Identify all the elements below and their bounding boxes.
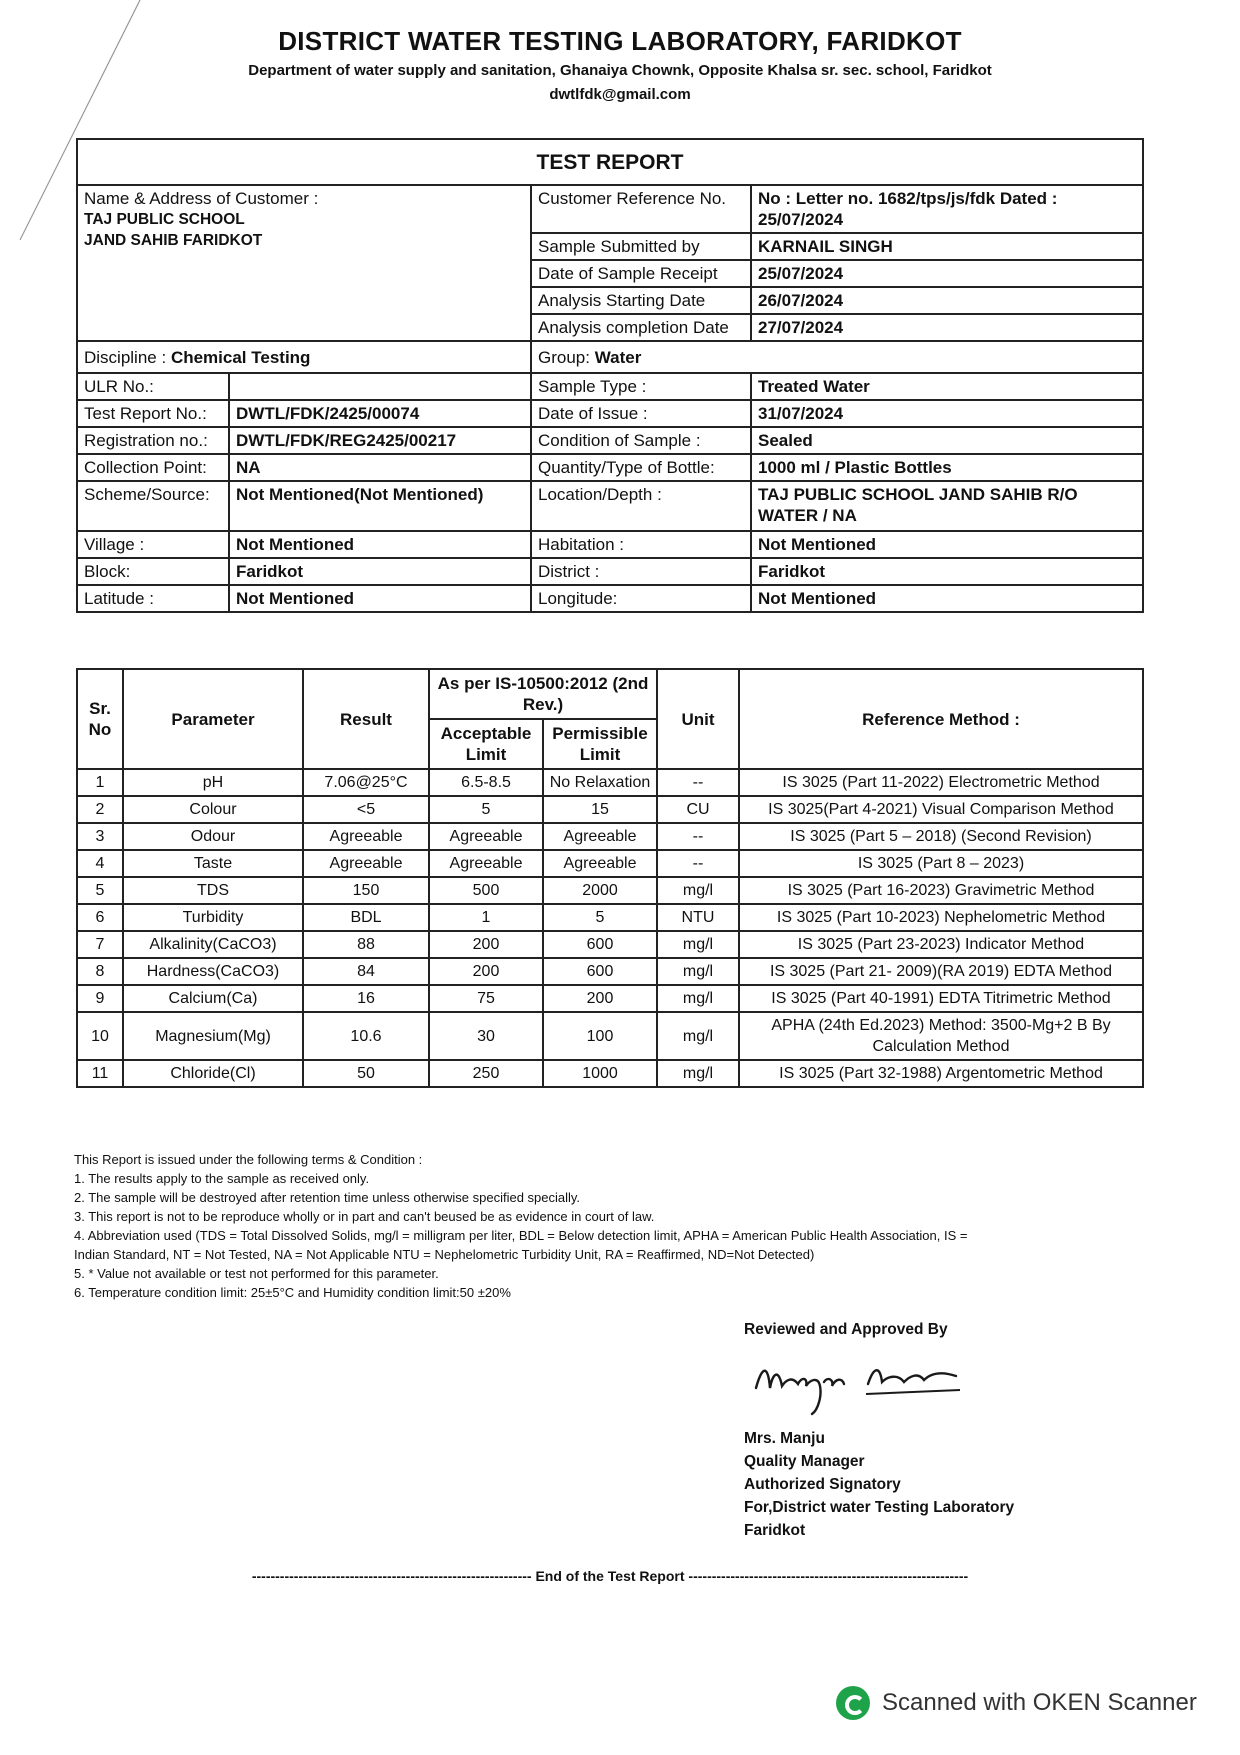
customer-ref-label: Customer Reference No.: [531, 185, 751, 233]
end-dashes-left: ------------------------------------------------------------: [251, 1568, 532, 1584]
param-acceptable: 5: [429, 796, 543, 823]
param-unit: --: [657, 823, 739, 850]
param-acceptable: 6.5-8.5: [429, 769, 543, 796]
param-parameter: Magnesium(Mg): [123, 1012, 303, 1060]
param-sr: 10: [77, 1012, 123, 1060]
param-method: IS 3025(Part 4-2021) Visual Comparison Method: [739, 796, 1143, 823]
note-line: This Report is issued under the following terms & Condition :: [74, 1152, 423, 1167]
parameter-rows: [77, 769, 1143, 1087]
scheme-label: Scheme/Source:: [77, 481, 229, 531]
param-unit: mg/l: [657, 958, 739, 985]
param-permissible: No Relaxation: [543, 769, 657, 796]
note-line: 6. Temperature condition limit: 25±5°C and Humidity condition limit:50 ±20%: [74, 1285, 511, 1300]
customer-ref-value: No : Letter no. 1682/tps/js/fdk Dated : 25/07/2024: [751, 185, 1143, 233]
param-unit: --: [657, 769, 739, 796]
signatory-org: For,District water Testing Laboratory: [744, 1499, 1015, 1516]
registration-label: Registration no.:: [77, 427, 229, 454]
quantity-label: Quantity/Type of Bottle:: [531, 454, 751, 481]
param-acceptable: 250: [429, 1060, 543, 1087]
ulr-label: ULR No.:: [77, 373, 229, 400]
param-result: 84: [303, 958, 429, 985]
col-standard: As per IS-10500:2012 (2nd Rev.): [429, 669, 657, 719]
completion-date-label: Analysis completion Date: [531, 314, 751, 341]
param-unit: mg/l: [657, 985, 739, 1012]
param-result: BDL: [303, 904, 429, 931]
discipline-value: Chemical Testing: [170, 347, 311, 367]
param-result: Agreeable: [303, 823, 429, 850]
col-reference-method: Reference Method :: [739, 669, 1143, 769]
param-acceptable: 75: [429, 985, 543, 1012]
parameter-row: [77, 796, 1143, 823]
param-parameter: Taste: [123, 850, 303, 877]
param-permissible: 1000: [543, 1060, 657, 1087]
param-parameter: Alkalinity(CaCO3): [123, 931, 303, 958]
collection-point-label: Collection Point:: [77, 454, 229, 481]
param-permissible: 200: [543, 985, 657, 1012]
param-result: Agreeable: [303, 850, 429, 877]
department-address: Department of water supply and sanitation, Ghanaiya Chownk, Opposite Khalsa sr. sec. school, Faridkot: [248, 62, 992, 79]
param-parameter: Turbidity: [123, 904, 303, 931]
col-acceptable-limit: Acceptable Limit: [429, 719, 543, 769]
param-unit: --: [657, 850, 739, 877]
customer-cell: [77, 185, 531, 341]
parameter-row: [77, 1060, 1143, 1087]
param-parameter: Colour: [123, 796, 303, 823]
param-parameter: Odour: [123, 823, 303, 850]
param-permissible: 600: [543, 931, 657, 958]
parameter-row: [77, 1012, 1143, 1060]
param-sr: 9: [77, 985, 123, 1012]
param-method: IS 3025 (Part 11-2022) Electrometric Method: [739, 769, 1143, 796]
signatory-role: Quality Manager: [744, 1453, 865, 1470]
oken-scanner-logo-icon: [836, 1686, 870, 1720]
terms-notes: [74, 1150, 1134, 1302]
parameter-row: [77, 985, 1143, 1012]
habitation-label: Habitation :: [531, 531, 751, 558]
param-sr: 7: [77, 931, 123, 958]
longitude-label: Longitude:: [531, 585, 751, 612]
note-line: 3. This report is not to be reproduce wholly or in part and can't beused be as evidence in court of law.: [74, 1209, 655, 1224]
scanner-watermark: [836, 1686, 1197, 1720]
param-permissible: Agreeable: [543, 850, 657, 877]
param-method: IS 3025 (Part 32-1988) Argentometric Method: [739, 1060, 1143, 1087]
param-sr: 6: [77, 904, 123, 931]
param-parameter: Chloride(Cl): [123, 1060, 303, 1087]
date-of-issue-label: Date of Issue :: [531, 400, 751, 427]
latitude-label: Latitude :: [77, 585, 229, 612]
param-method: IS 3025 (Part 8 – 2023): [739, 850, 1143, 877]
param-parameter: pH: [123, 769, 303, 796]
param-acceptable: 200: [429, 931, 543, 958]
param-acceptable: 200: [429, 958, 543, 985]
condition-value: Sealed: [751, 427, 1143, 454]
scanner-text: Scanned with OKEN Scanner: [882, 1689, 1197, 1716]
note-line: 2. The sample will be destroyed after retention time unless otherwise specified specially.: [74, 1190, 581, 1205]
param-result: 150: [303, 877, 429, 904]
note-line: 1. The results apply to the sample as received only.: [74, 1171, 370, 1186]
param-acceptable: 30: [429, 1012, 543, 1060]
parameter-row: [77, 877, 1143, 904]
param-sr: 2: [77, 796, 123, 823]
district-label: District :: [531, 558, 751, 585]
param-sr: 3: [77, 823, 123, 850]
sample-type-value: Treated Water: [751, 373, 1143, 400]
collection-point-value: NA: [229, 454, 531, 481]
handwritten-signature: [748, 1336, 988, 1426]
start-date-value: 26/07/2024: [751, 287, 1143, 314]
receipt-date-label: Date of Sample Receipt: [531, 260, 751, 287]
longitude-value: Not Mentioned: [751, 585, 1143, 612]
village-value: Not Mentioned: [229, 531, 531, 558]
latitude-value: Not Mentioned: [229, 585, 531, 612]
start-date-label: Analysis Starting Date: [531, 287, 751, 314]
param-method: IS 3025 (Part 16-2023) Gravimetric Method: [739, 877, 1143, 904]
test-report-no-value: DWTL/FDK/2425/00074: [229, 400, 531, 427]
date-of-issue-value: 31/07/2024: [751, 400, 1143, 427]
parameter-row: [77, 931, 1143, 958]
param-permissible: 600: [543, 958, 657, 985]
condition-label: Condition of Sample :: [531, 427, 751, 454]
receipt-date-value: 25/07/2024: [751, 260, 1143, 287]
sample-type-label: Sample Type :: [531, 373, 751, 400]
param-method: IS 3025 (Part 23-2023) Indicator Method: [739, 931, 1143, 958]
param-result: 16: [303, 985, 429, 1012]
parameter-row: [77, 958, 1143, 985]
discipline-cell: [77, 341, 531, 373]
note-line: 5. * Value not available or test not performed for this parameter.: [74, 1266, 439, 1281]
report-details-table: [76, 138, 1144, 613]
submitted-by-value: KARNAIL SINGH: [751, 233, 1143, 260]
customer-name: TAJ PUBLIC SCHOOL: [84, 211, 245, 228]
param-sr: 11: [77, 1060, 123, 1087]
param-unit: CU: [657, 796, 739, 823]
param-result: 50: [303, 1060, 429, 1087]
scheme-value: Not Mentioned(Not Mentioned): [229, 481, 531, 531]
param-unit: mg/l: [657, 1060, 739, 1087]
reviewed-label: Reviewed and Approved By: [744, 1321, 948, 1338]
col-permissible-limit: Permissible Limit: [543, 719, 657, 769]
habitation-value: Not Mentioned: [751, 531, 1143, 558]
note-line: Indian Standard, NT = Not Tested, NA = Not Applicable NTU = Nephelometric Turbidity Unit, RA = Reaffirmed, ND=Not Detected): [74, 1247, 815, 1262]
end-text: End of the Test Report: [535, 1568, 685, 1584]
param-permissible: 5: [543, 904, 657, 931]
param-permissible: 2000: [543, 877, 657, 904]
ulr-value: [229, 373, 531, 400]
param-unit: mg/l: [657, 877, 739, 904]
param-parameter: Hardness(CaCO3): [123, 958, 303, 985]
group-cell: [531, 341, 1143, 373]
registration-value: DWTL/FDK/REG2425/00217: [229, 427, 531, 454]
param-acceptable: 500: [429, 877, 543, 904]
param-method: IS 3025 (Part 21- 2009)(RA 2019) EDTA Method: [739, 958, 1143, 985]
signatory-city: Faridkot: [744, 1522, 806, 1539]
group-value: Water: [594, 347, 642, 367]
district-value: Faridkot: [751, 558, 1143, 585]
param-parameter: Calcium(Ca): [123, 985, 303, 1012]
village-label: Village :: [77, 531, 229, 558]
quantity-value: 1000 ml / Plastic Bottles: [751, 454, 1143, 481]
param-method: IS 3025 (Part 40-1991) EDTA Titrimetric Method: [739, 985, 1143, 1012]
param-sr: 8: [77, 958, 123, 985]
param-method: IS 3025 (Part 5 – 2018) (Second Revision): [739, 823, 1143, 850]
end-of-report: [200, 1568, 1020, 1584]
param-acceptable: Agreeable: [429, 850, 543, 877]
param-sr: 1: [77, 769, 123, 796]
signatory-name: Mrs. Manju: [744, 1430, 825, 1447]
signatory-authority: Authorized Signatory: [744, 1476, 901, 1493]
parameter-row: [77, 769, 1143, 796]
block-label: Block:: [77, 558, 229, 585]
parameter-row: [77, 850, 1143, 877]
param-result: 7.06@25°C: [303, 769, 429, 796]
group-label: Group:: [538, 347, 590, 367]
location-value: TAJ PUBLIC SCHOOL JAND SAHIB R/O WATER / NA: [751, 481, 1143, 531]
param-permissible: 100: [543, 1012, 657, 1060]
end-dashes-right: ------------------------------------------------------------: [688, 1568, 969, 1584]
col-result: Result: [303, 669, 429, 769]
param-result: 10.6: [303, 1012, 429, 1060]
param-method: IS 3025 (Part 10-2023) Nephelometric Method: [739, 904, 1143, 931]
location-label: Location/Depth :: [531, 481, 751, 531]
col-sr-no: Sr. No: [77, 669, 123, 769]
discipline-label: Discipline :: [84, 347, 167, 367]
param-result: <5: [303, 796, 429, 823]
submitted-by-label: Sample Submitted by: [531, 233, 751, 260]
param-sr: 4: [77, 850, 123, 877]
parameter-row: [77, 823, 1143, 850]
param-parameter: TDS: [123, 877, 303, 904]
customer-address: JAND SAHIB FARIDKOT: [84, 232, 263, 249]
param-unit: mg/l: [657, 1012, 739, 1060]
param-acceptable: 1: [429, 904, 543, 931]
parameter-row: [77, 904, 1143, 931]
param-permissible: 15: [543, 796, 657, 823]
col-unit: Unit: [657, 669, 739, 769]
param-permissible: Agreeable: [543, 823, 657, 850]
param-unit: NTU: [657, 904, 739, 931]
param-method: APHA (24th Ed.2023) Method: 3500-Mg+2 B By Calculation Method: [739, 1012, 1143, 1060]
test-report-heading: TEST REPORT: [77, 139, 1143, 185]
param-acceptable: Agreeable: [429, 823, 543, 850]
note-line: 4. Abbreviation used (TDS = Total Dissolved Solids, mg/l = milligram per liter, BDL = Below detection limit, APHA = American Public Health Association, IS =: [74, 1228, 968, 1243]
col-parameter: Parameter: [123, 669, 303, 769]
lab-title: DISTRICT WATER TESTING LABORATORY, FARIDKOT: [278, 26, 962, 56]
test-report-no-label: Test Report No.:: [77, 400, 229, 427]
block-value: Faridkot: [229, 558, 531, 585]
param-sr: 5: [77, 877, 123, 904]
completion-date-value: 27/07/2024: [751, 314, 1143, 341]
parameters-table: [76, 668, 1144, 1088]
param-result: 88: [303, 931, 429, 958]
lab-email: dwtlfdk@gmail.com: [549, 86, 691, 103]
customer-label: Name & Address of Customer :: [84, 189, 319, 208]
param-unit: mg/l: [657, 931, 739, 958]
